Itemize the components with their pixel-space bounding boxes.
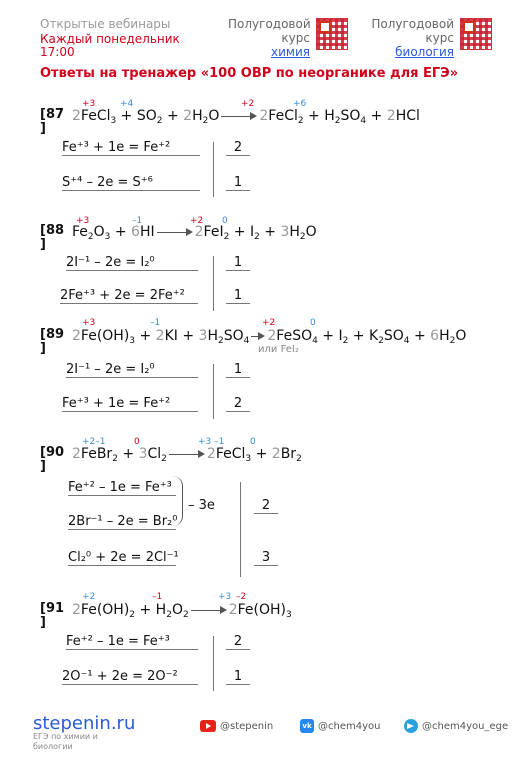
task-number: [90 ]	[40, 445, 65, 474]
ox-state: +2	[82, 592, 96, 602]
ox-state: –1	[150, 318, 161, 328]
electron-sum: – 3e	[188, 498, 215, 513]
half-reaction: 2Br⁻¹ – 2e = Br₂⁰	[68, 514, 178, 529]
half-reaction: Fe⁺² – 1e = Fe⁺³	[66, 634, 198, 650]
coefficient: 2	[226, 634, 250, 650]
equation: 2FeBr$_2$ + $3Cl_2$ 2FeCl$_3$ + $2Br_2$	[72, 446, 302, 464]
ox-state: +2	[262, 318, 276, 328]
task-number: [91 ]	[40, 601, 65, 630]
ox-state: +2	[190, 216, 204, 226]
ox-state: –1	[152, 592, 163, 602]
half-reaction: Cl₂⁰ + 2e = 2Cl⁻¹	[68, 550, 179, 565]
coefficient: 1	[226, 255, 250, 271]
ox-state: 0	[250, 437, 256, 447]
site-logo[interactable]: stepenin.ru	[33, 713, 136, 734]
vk-icon: vk	[300, 719, 314, 733]
half-reaction: 2I⁻¹ – 2e = I₂⁰	[66, 255, 198, 271]
telegram-link[interactable]: @chem4you_ege	[404, 719, 508, 733]
equation: $2Fe(OH)_3 + 2KI + 3H_2SO_4$ 2FeSO$_4$ + $I_2 + K_2SO_4 + 6H_2O$	[72, 328, 467, 346]
coefficient: 1	[226, 175, 250, 191]
biology-course: Полугодовой курс биология	[371, 17, 454, 59]
ox-state: 0	[134, 437, 140, 447]
divider	[213, 142, 214, 197]
ox-state: +3	[82, 99, 96, 109]
coefficient: 2	[226, 140, 250, 156]
vk-link[interactable]: vk @chem4you	[300, 719, 380, 733]
ox-state: –2	[236, 592, 247, 602]
ox-state: –1	[132, 216, 143, 226]
half-reaction: Fe⁺² – 1e = Fe⁺³	[68, 480, 176, 496]
task-number: [88 ]	[40, 223, 65, 252]
ox-state: +3	[76, 216, 90, 226]
site-tagline: ЕГЭ по химии и биологии	[33, 732, 98, 751]
chemistry-course-link[interactable]: химия	[271, 45, 310, 59]
half-reaction: S⁺⁴ – 2e = S⁺⁶	[62, 175, 200, 191]
coefficient: 2	[226, 396, 250, 412]
half-reaction: 2I⁻¹ – 2e = I₂⁰	[66, 362, 198, 378]
ox-state: 0	[222, 216, 228, 226]
half-reaction: 2O⁻¹ + 2e = 2O⁻²	[62, 669, 198, 685]
half-reaction: Fe⁺³ + 1e = Fe⁺²	[62, 396, 198, 412]
schedule-day: Каждый понедельник	[40, 32, 180, 46]
equation: $2Fe(OH)_2 + H_2O_2$ $2Fe(OH)_3$	[72, 602, 292, 620]
equation: $Fe_2O_3 + 6HI$ $2FeI_2 + I_2 + 3H_2O$	[72, 224, 317, 242]
webinars-label: Открытые вебинары	[40, 17, 171, 31]
qr-code-biology-icon[interactable]	[460, 18, 492, 50]
youtube-icon	[200, 720, 216, 732]
half-reaction: 2Fe⁺³ + 2e = 2Fe⁺²	[60, 288, 198, 304]
alternative-note: или FeI₂	[258, 344, 299, 355]
task-number: [87 ]	[40, 107, 65, 136]
divider	[213, 364, 214, 419]
biology-course-link[interactable]: биология	[395, 45, 454, 59]
coefficient: 1	[226, 669, 250, 685]
telegram-icon	[404, 719, 418, 733]
divider	[213, 636, 214, 691]
coefficient: 1	[226, 362, 250, 378]
task-number: [89 ]	[40, 327, 65, 356]
coefficient: 2	[254, 498, 278, 514]
ox-state: +2–1	[82, 437, 106, 447]
ox-state: +4	[120, 99, 134, 109]
coefficient: 1	[226, 288, 250, 304]
ox-state: +6	[293, 99, 307, 109]
ox-state: +3 –1	[198, 437, 225, 447]
divider	[213, 256, 214, 311]
ox-state: 0	[310, 318, 316, 328]
page-title: Ответы на тренажер «100 ОВР по неорганике для ЕГЭ»	[40, 66, 459, 81]
ox-state: +3	[82, 318, 96, 328]
ox-state: +3	[218, 592, 232, 602]
coefficient: 3	[254, 550, 278, 566]
youtube-link[interactable]: @stepenin	[200, 720, 273, 732]
schedule-time: 17:00	[40, 45, 75, 59]
brace	[172, 476, 183, 526]
divider	[240, 482, 241, 577]
half-reaction: Fe⁺³ + 1e = Fe⁺²	[62, 140, 200, 156]
qr-code-chemistry-icon[interactable]	[316, 18, 348, 50]
chemistry-course: Полугодовой курс химия	[228, 17, 311, 59]
ox-state: +2	[241, 99, 255, 109]
equation: 2FeCl$_3$ + $SO_2 + 2H_2O$ 2FeCl$_2$ + $H_2SO_4 + 2HCl$	[72, 108, 420, 126]
